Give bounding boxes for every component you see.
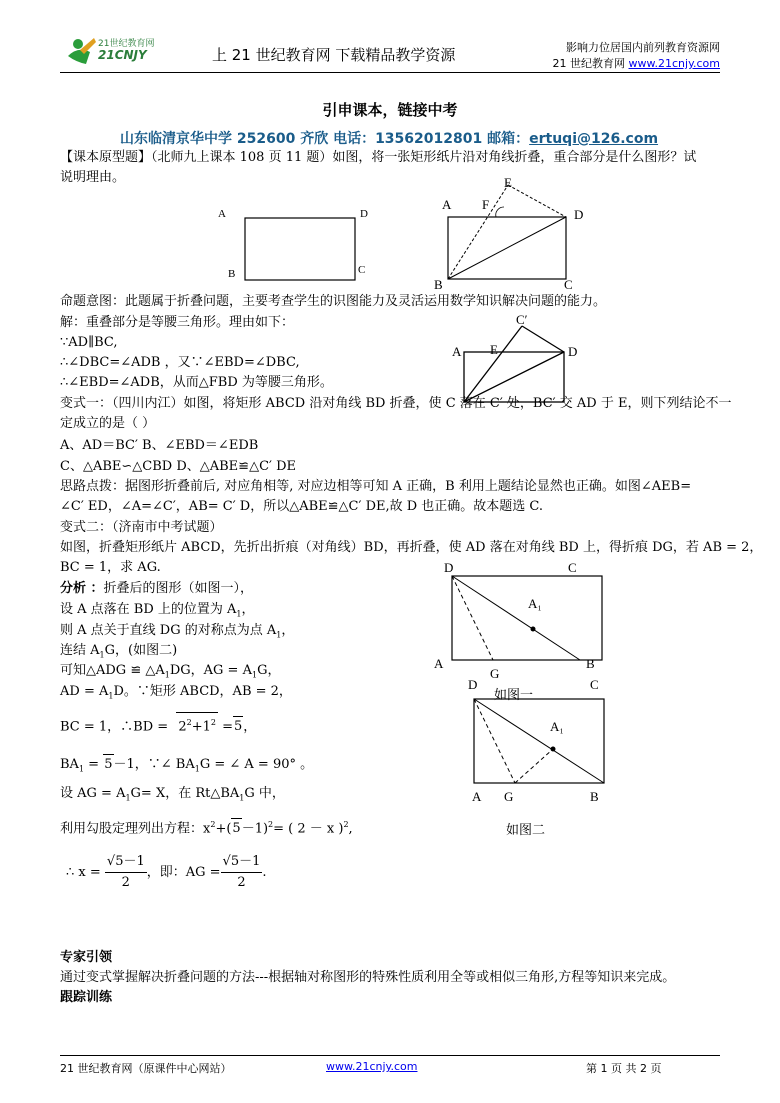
- analysis-text11a: ∴ x =: [66, 865, 101, 880]
- fig3-label-e: E: [490, 342, 498, 357]
- analysis-heading: 分析 ：: [60, 581, 104, 596]
- analysis-text8b: =: [84, 757, 104, 772]
- fig5-label-a1: A₁: [550, 719, 564, 734]
- fig5-diagonal: [474, 699, 604, 783]
- fig5-caption: 如图二: [506, 823, 546, 838]
- header-logo: [60, 28, 170, 72]
- prototype-line2: 说明理由。: [60, 170, 126, 185]
- fig5-label-c: C: [590, 677, 599, 692]
- fig4-rectangle: [452, 576, 602, 660]
- analysis-line9: [60, 784, 285, 809]
- fig4-crease: [452, 576, 493, 660]
- analysis-line3: 则 A 点关于直线 DG 的对称点为点 $A_1$，: [60, 623, 295, 640]
- fig5-point-a1: [551, 747, 556, 752]
- fig3-label-d: D: [568, 344, 578, 359]
- subscript: 1: [99, 650, 105, 660]
- fig2-label-f: F: [482, 197, 490, 212]
- hint-line2: ∠C′ ED，∠A=∠C′，AB= C′ D，所以△ABE≌△C′ DE,故 D 也正确。故本题选 C.: [60, 499, 544, 514]
- analysis-line7: [60, 712, 256, 737]
- fig4-label-d: D: [444, 560, 454, 575]
- analysis-text6: AD = A: [60, 684, 109, 699]
- fig1-label-d: D: [360, 208, 368, 220]
- fig1-label-c: C: [358, 264, 366, 276]
- variant2-line1: 如图，折叠矩形纸片 ABCD，先折出折痕（对角线）BD，再折叠，使 AD 落在对角线 BD 上，得折痕 DG，若 AB = 2，: [60, 540, 763, 555]
- fig2-angle-mark: [496, 207, 504, 217]
- subscript: 1: [164, 670, 170, 680]
- analysis-text1: 折叠后的图形（如图一），: [103, 581, 254, 596]
- fig3-label-c1: C′: [516, 312, 528, 327]
- fraction: [221, 852, 263, 893]
- fig4-label-a: A: [434, 656, 444, 671]
- footer-divider: [60, 1055, 720, 1056]
- fig3-fold-edge: [464, 326, 522, 402]
- figure-2: [430, 175, 600, 290]
- fig5-label-g: G: [504, 789, 514, 804]
- fig5-label-d: D: [468, 677, 478, 692]
- practice-heading: 跟踪训练: [60, 990, 113, 1005]
- sqrt-five: 5: [233, 716, 243, 737]
- analysis-text10c: －1): [241, 821, 269, 837]
- footer-left: 21 世纪教育网（原课件中心网站）: [60, 1062, 232, 1075]
- fig4-label-c: C: [568, 560, 577, 575]
- fig3-label-a: A: [452, 344, 462, 359]
- analysis-text9c: G 中，: [244, 786, 285, 801]
- variant1-line2: 定成立的是（ ）: [60, 416, 156, 431]
- fig2-label-b: B: [434, 277, 443, 292]
- subscript: 1: [236, 609, 242, 619]
- author-line: [120, 128, 658, 148]
- variant1-options2: C、△ABE∽△CBD D、△ABE≌△C′ DE: [60, 459, 297, 474]
- analysis-text9a: 设 AG = A: [60, 786, 126, 801]
- superscript: 2: [210, 820, 216, 829]
- subscript: 1: [78, 764, 85, 774]
- analysis-text8d: G = ∠ A = 90° 。: [199, 757, 314, 772]
- fraction-numerator: √5－1: [221, 852, 263, 873]
- expert-text: 通过变式掌握解决折叠问题的方法---根据轴对称图形的特殊性质利用全等或相似三角形,方程等知识来完成。: [60, 970, 676, 985]
- analysis-line8: [60, 754, 313, 780]
- header-center-title: 上 21 世纪教育网 下载精品教学资源: [212, 46, 456, 64]
- fig4-caption: 如图一: [494, 688, 534, 703]
- analysis-line2: 设 A 点落在 BD 上的位置为 $A_1$，: [60, 602, 255, 619]
- sqrt-five: 5: [231, 818, 241, 839]
- footer-link[interactable]: www.21cnjy.com: [326, 1060, 418, 1073]
- superscript: 2: [343, 820, 349, 829]
- hint-line1: 思路点拨：据图形折叠前后, 对应角相等, 对应边相等可知 A 正确，B 利用上题结论显然也正确。如图∠AEB=: [60, 479, 692, 494]
- figure-1: [210, 200, 380, 290]
- superscript: 2: [210, 718, 216, 727]
- solution-line4: ∴∠EBD=∠ADB，从而△FBD 为等腰三角形。: [60, 375, 333, 390]
- fig2-diagonal: [448, 217, 566, 279]
- analysis-text8c: －1，∵∠ BA: [113, 757, 195, 772]
- analysis-text8a: BA: [60, 757, 79, 772]
- logo-text: 21世纪教育网: [98, 39, 155, 49]
- variant2-line2: BC = 1，求 AG.: [60, 560, 161, 575]
- analysis-text9b: G= X，在 Rt△BA: [130, 786, 240, 801]
- expert-heading: 专家引领: [60, 950, 113, 965]
- header-right-line2: [553, 56, 720, 72]
- figure-3: [450, 312, 590, 404]
- analysis-text11c: .: [262, 865, 267, 880]
- fig2-label-a: A: [442, 197, 452, 212]
- analysis-text5b: DG，AG = A: [169, 663, 252, 678]
- variant1-line1: 变式一：（四川内江）如图，将矩形 ABCD 沿对角线 BD 折叠，使 C 落在 C′ 处，BC′ 交 AD 于 E，则下列结论不一: [60, 396, 732, 411]
- analysis-text5c: G，: [257, 663, 281, 678]
- solution-line3: ∴∠DBC=∠ADB ，又∵∠EBD=∠DBC,: [60, 355, 300, 370]
- fig2-label-e: E: [504, 175, 512, 190]
- fraction-denominator: 2: [237, 875, 246, 890]
- header-right-prefix: 21 世纪教育网: [552, 57, 629, 70]
- analysis-text3: 则 A 点关于直线 DG 的对称点为点 A: [60, 623, 277, 638]
- header-divider: [60, 72, 720, 73]
- analysis-text7a: BC = 1，∴BD =: [60, 719, 169, 735]
- analysis-line1: [60, 579, 253, 599]
- subscript: 1: [276, 630, 282, 640]
- header-right-line1: 影响力位居国内前列教育资源网: [566, 41, 720, 54]
- superscript: 2: [186, 718, 192, 727]
- superscript: 2: [268, 820, 274, 829]
- fig2-label-c: C: [564, 277, 573, 292]
- analysis-text6b: D。∵矩形 ABCD，AB = 2，: [113, 684, 292, 699]
- analysis-text10b: +(: [215, 821, 232, 837]
- fig4-point-a1: [531, 627, 536, 632]
- fig4-label-b: B: [586, 656, 595, 671]
- fig5-label-a: A: [472, 789, 482, 804]
- fig2-fold-line2: [508, 185, 566, 217]
- sqrt-term: 2: [178, 719, 187, 735]
- analysis-text7b: =: [222, 719, 234, 735]
- header-site-link[interactable]: www.21cnjy.com: [628, 57, 720, 70]
- fig3-fold-edge2: [522, 326, 564, 352]
- fig5-segment-a1g: [515, 749, 553, 783]
- analysis-line11: [66, 852, 267, 893]
- header-right: [553, 40, 720, 72]
- analysis-text11b: ，即：AG =: [146, 865, 221, 880]
- sqrt-term: 1: [202, 719, 211, 735]
- figure-5: [460, 675, 620, 840]
- footer-page-number: 第 1 页 共 2 页: [586, 1062, 662, 1075]
- subscript: 1: [125, 793, 131, 803]
- analysis-text10e: ,: [348, 821, 353, 837]
- variant2-title: 变式二：（济南市中考试题）: [60, 520, 223, 535]
- analysis-text4b: G，(如图二): [104, 643, 178, 658]
- fig2-fold-line: [448, 185, 508, 279]
- analysis-text5: 可知△ADG ≌ △A: [60, 663, 165, 678]
- fig5-crease: [474, 699, 515, 783]
- sqrt-five: 5: [103, 754, 113, 775]
- solution-line1: 解：重叠部分是等腰三角形。理由如下：: [60, 315, 295, 330]
- analysis-line6: [60, 682, 292, 707]
- fig1-label-a: A: [218, 208, 226, 220]
- fig4-diagonal: [452, 576, 580, 660]
- analysis-text10a: 利用勾股定理列出方程：x: [60, 821, 211, 837]
- variant1-options1: A、AD＝BC′ B、∠EBD＝∠EDB: [60, 438, 259, 453]
- author-email-link[interactable]: ertuqi@126.com: [529, 131, 659, 147]
- sqrt-expression: [176, 712, 218, 737]
- fig4-label-a1: A₁: [528, 596, 542, 611]
- subscript: 1: [108, 691, 114, 701]
- design-intent: 命题意图：此题属于折叠问题，主要考查学生的识图能力及灵活运用数学知识解决问题的能力。: [60, 294, 607, 309]
- fraction: [105, 852, 147, 893]
- fig1-label-b: B: [228, 268, 236, 280]
- fraction-numerator: √5－1: [105, 852, 147, 873]
- analysis-text4: 连结 A: [60, 643, 100, 658]
- subscript: 1: [239, 793, 245, 803]
- plus-sign: +: [191, 719, 203, 735]
- solution-line2: ∵AD∥BC,: [60, 335, 118, 350]
- analysis-text7c: ，: [243, 719, 257, 735]
- prototype-line1: 【课本原型题】（北师九上课本 108 页 11 题）如图，将一张矩形纸片沿对角线折叠，重合部分是什么图形？试: [60, 150, 697, 165]
- logo-subtext: 21CNJY: [98, 48, 147, 62]
- fraction-denominator: 2: [121, 875, 130, 890]
- subscript: 1: [251, 670, 258, 680]
- analysis-text10d: = ( 2 － x ): [273, 821, 344, 837]
- analysis-line10: [60, 815, 353, 839]
- fig4-label-g: G: [490, 666, 500, 681]
- subscript: 1: [194, 764, 200, 774]
- fig5-label-b: B: [590, 789, 599, 804]
- analysis-text2: 设 A 点落在 BD 上的位置为 A: [60, 602, 237, 617]
- fig1-rectangle: [245, 218, 355, 280]
- fig2-label-d: D: [574, 207, 584, 222]
- author-info: 山东临清京华中学 252600 齐欣 电话：13562012801 邮箱：: [120, 131, 530, 147]
- page-title: 引申课本，链接中考: [322, 101, 458, 119]
